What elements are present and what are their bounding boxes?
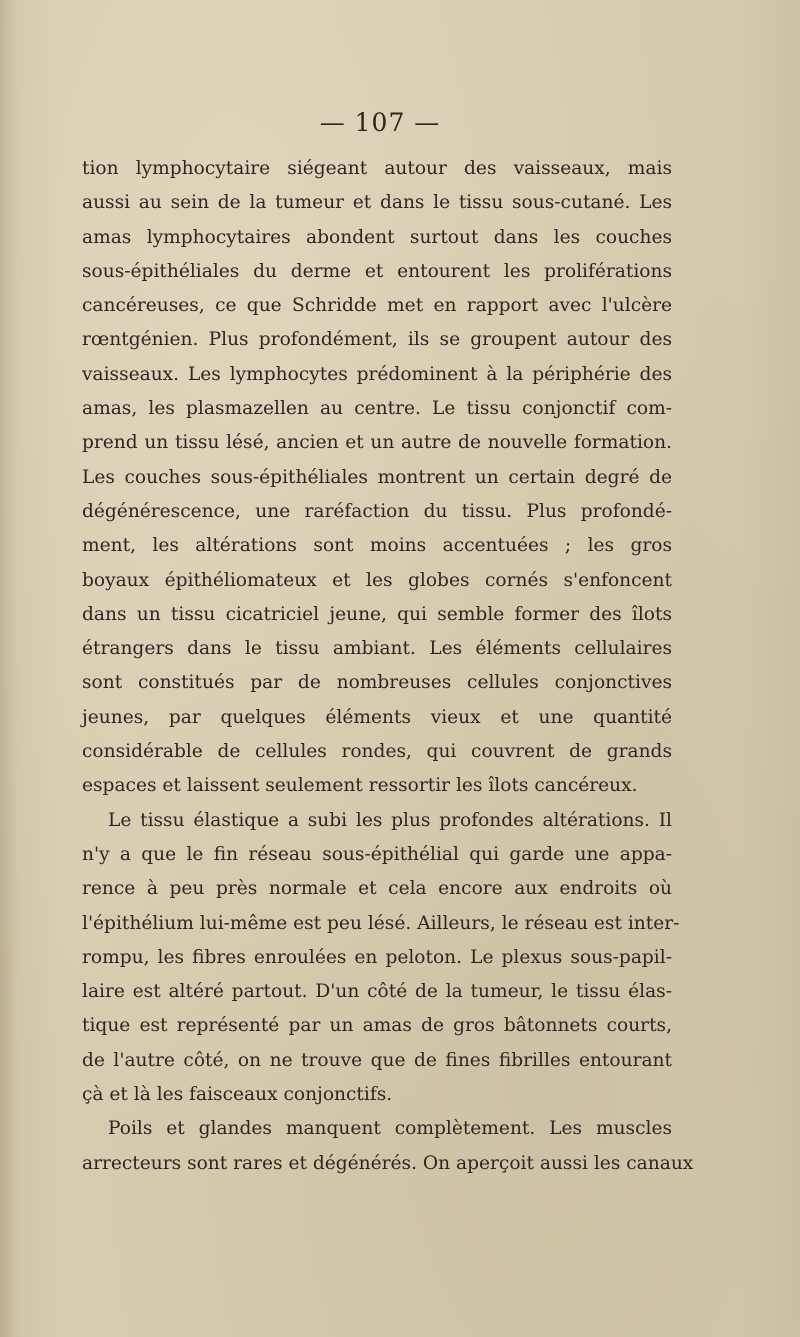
text-line: de l'autre côté, on ne trouve que de fines fibrilles entourant (82, 1049, 672, 1071)
text-line: considérable de cellules rondes, qui couvrent de grands (82, 741, 672, 763)
text-line: ment, les altérations sont moins accentuées ; les gros (82, 535, 672, 557)
text-line: sous-épithéliales du derme et entourent les proliférations (82, 260, 672, 282)
text-line: rence à peu près normale et cela encore aux endroits où (82, 878, 672, 900)
text-line: tique est représenté par un amas de gros bâtonnets courts, (82, 1015, 672, 1037)
paragraph-start-line: Le tissu élastique a subi les plus profondes altérations. Il (108, 809, 672, 831)
text-line: dans un tissu cicatriciel jeune, qui semble former des îlots (82, 603, 672, 625)
text-line: vaisseaux. Les lymphocytes prédominent à la périphérie des (82, 363, 672, 385)
text-line: espaces et laissent seulement ressortir les îlots cancéreux. (82, 775, 638, 797)
text-line: tion lymphocytaire siégeant autour des vaisseaux, mais (82, 158, 672, 179)
text-line: boyaux épithéliomateux et les globes cornés s'enfoncent (82, 569, 672, 591)
text-line: cancéreuses, ce que Schridde met en rapport avec l'ulcère (82, 295, 672, 317)
text-line: l'épithélium lui-même est peu lésé. Ailleurs, le réseau est inter- (82, 912, 680, 934)
text-line: aussi au sein de la tumeur et dans le tissu sous-cutané. Les (82, 192, 672, 214)
text-line: rœntgénien. Plus profondément, ils se groupent autour des (82, 329, 672, 351)
text-line: Les couches sous-épithéliales montrent un certain degré de (82, 466, 672, 488)
body-text (82, 152, 694, 1181)
text-line: prend un tissu lésé, ancien et un autre de nouvelle formation. (82, 432, 672, 454)
text-line: çà et là les faisceaux conjonctifs. (82, 1084, 393, 1106)
text-line: rompu, les fibres enroulées en peloton. Le plexus sous-papil- (82, 946, 672, 968)
text-line: n'y a que le fin réseau sous-épithélial qui garde une appa- (82, 843, 672, 865)
text-line: étrangers dans le tissu ambiant. Les éléments cellulaires (82, 638, 672, 660)
text-line: laire est altéré partout. D'un côté de la tumeur, le tissu élas- (82, 981, 672, 1003)
text-line: amas, les plasmazellen au centre. Le tissu conjonctif com- (82, 398, 672, 420)
text-line: jeunes, par quelques éléments vieux et une quantité (82, 706, 672, 728)
text-line: arrecteurs sont rares et dégénérés. On aperçoit aussi les canaux (82, 1152, 694, 1174)
text-line: sont constitués par de nombreuses cellules conjonctives (82, 672, 672, 694)
text-line: amas lymphocytaires abondent surtout dans les couches (82, 226, 672, 248)
paragraph-start-line: Poils et glandes manquent complètement. Les muscles (108, 1118, 672, 1140)
page-number: — 107 — (319, 108, 441, 137)
text-line: dégénérescence, une raréfaction du tissu. Plus profondé- (82, 500, 672, 522)
